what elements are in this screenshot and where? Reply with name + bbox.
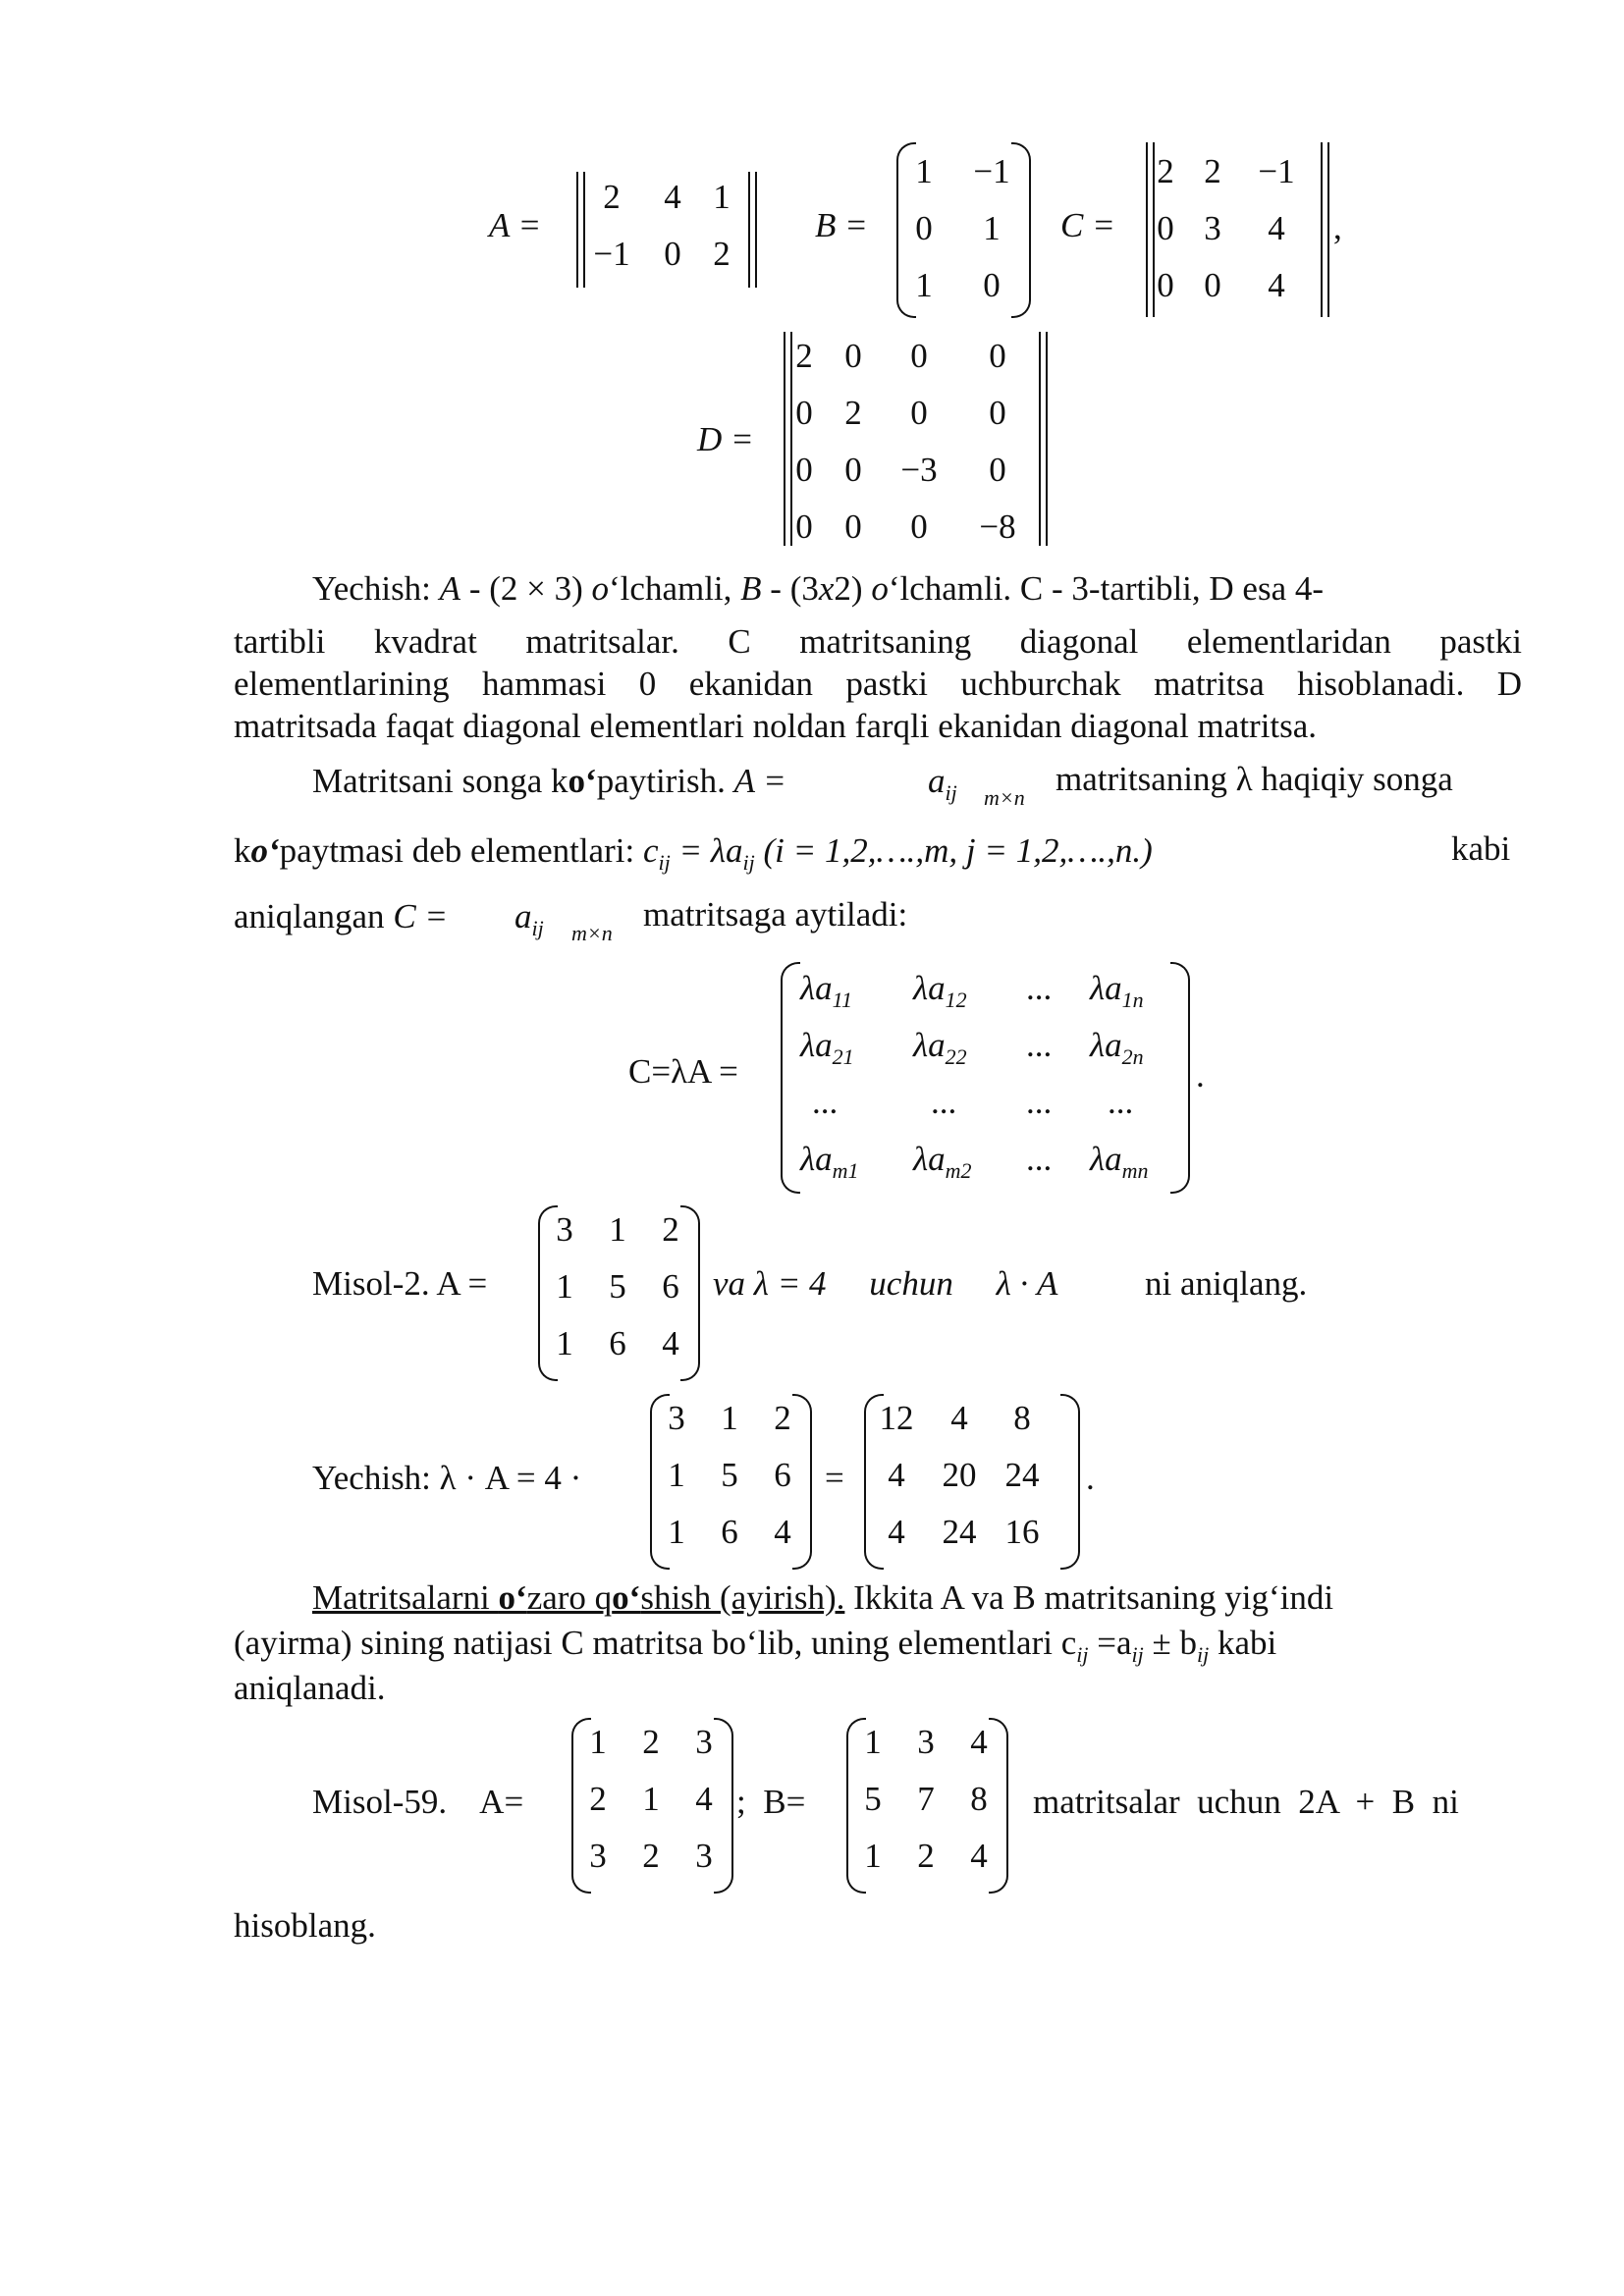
- yechish2-equals: =: [825, 1459, 844, 1497]
- para3-heading: Matritsalarni o‘zaro qo‘shish (ayirish).: [312, 1578, 845, 1617]
- para2-line3-end: matritsaga aytiladi:: [643, 895, 908, 934]
- misol2-matrix: 3 1 2 1 5 6 1 6 4: [556, 1210, 679, 1362]
- matrix-a-bar-left: [576, 172, 578, 288]
- misol59-last-line: hisoblang.: [234, 1906, 376, 1945]
- matrix-d-bar-right: [1039, 332, 1041, 546]
- misol2-label: Misol-2. A =: [312, 1264, 488, 1303]
- para2-line2: ko‘paytmasi deb elementlari: $c_{ij} = \lambda a_{ij}$ (i = 1,2,….,m, j = 1,2,….,n.): [234, 831, 1153, 875]
- yechish2-left-matrix: 3 1 2 1 5 6 1 6 4: [668, 1399, 791, 1551]
- matrix-b: 1 −1 0 1 1 0: [915, 152, 1010, 304]
- matrix-d-label: D =: [697, 420, 754, 458]
- matrix-a-bar-right2: [755, 172, 757, 288]
- matrix-b-label: B =: [815, 206, 868, 244]
- matrix-c-comma: ,: [1333, 208, 1342, 246]
- para2-line1: Matritsani songa ko‘paytirish. A =: [312, 762, 786, 800]
- matrix-a-bar-left2: [583, 172, 585, 288]
- para2-mxn2: m×n: [571, 921, 613, 945]
- misol59-matrix-a: 1 2 3 2 1 4 3 2 3: [589, 1723, 713, 1875]
- matrix-c-bar-right: [1321, 142, 1323, 317]
- para2-kabi: kabi: [1451, 829, 1511, 868]
- misol2-task: ni aniqlang.: [1145, 1264, 1308, 1303]
- matrix-d-bar-left: [784, 332, 785, 546]
- misol2-paren-right: [680, 1205, 700, 1381]
- matrix-c-label: C =: [1060, 206, 1115, 244]
- matrix-c: 2 2 −1 0 3 4 0 0 4: [1157, 152, 1295, 304]
- para3-line2: (ayirma) sining natijasi C matritsa bo‘lib, uning elementlari $c_{ij} =a_{ij} \pm b_{ij}$ kabi: [234, 1624, 1277, 1667]
- yechish2-left-paren-r: [792, 1394, 812, 1570]
- misol59-a-paren-r: [714, 1718, 733, 1894]
- para3-line3: aniqlanadi.: [234, 1669, 386, 1707]
- misol59-separator: ; B=: [736, 1783, 806, 1821]
- para1-line3: elementlarining hammasi 0 ekanidan pastki uchburchak matritsa hisoblanadi. D: [234, 665, 1522, 703]
- misol2-condition: va λ = 4 uchun λ · A: [713, 1264, 1058, 1303]
- matrix-b-paren-right: [1011, 142, 1031, 318]
- matrix-c-bar-left: [1146, 142, 1148, 317]
- yechish2-period: .: [1086, 1459, 1095, 1497]
- matrix-a-bar-right: [748, 172, 750, 288]
- lambda-matrix-period: .: [1196, 1056, 1205, 1095]
- para3-line1: Matritsalarni o‘zaro qo‘shish (ayirish). Ikkita A va B matritsaning yig‘indi: [312, 1578, 1334, 1617]
- misol59-task: matritsalar uchun 2A + B ni: [1033, 1783, 1459, 1821]
- matrix-d: 2 0 0 0 0 2 0 0 0 0 −3 0 0 0 0 −8: [795, 337, 1016, 546]
- para1-line2: tartibli kvadrat matritsalar. C matritsaning diagonal elementlaridan pastki: [234, 622, 1522, 661]
- matrix-d-bar-left2: [790, 332, 792, 546]
- misol59-label: Misol-59. A=: [312, 1783, 524, 1821]
- matrix-a: 2 4 1 −1 0 2: [593, 178, 731, 273]
- para2-line3: aniqlangan C =: [234, 897, 449, 935]
- matrix-c-bar-right2: [1327, 142, 1329, 317]
- para2-mxn: m×n: [984, 785, 1025, 810]
- lambda-matrix-body: $\lambda a_{11}$ $\lambda a_{12}$ ... $\lambda a_{1n}$ $\lambda a_{21}$ $\lambda a_{22}$ ... $\lambda a_{2n}$ ... ... ... ... $\lambda a_{m1}$ $\lambda a_{m2}$ ... $\lambda a_{mn}$: [800, 969, 1149, 1183]
- para1-line4: matritsada faqat diagonal elementlari noldan farqli ekanidan diagonal matritsa.: [234, 707, 1318, 745]
- para2-a2: $a_{ij}$: [514, 897, 544, 940]
- yechish2-right-paren-r: [1060, 1394, 1080, 1570]
- lambda-paren-right: [1170, 962, 1190, 1194]
- para2-line1-end: matritsaning λ haqiqiy songa: [1056, 760, 1453, 798]
- yechish2-label: Yechish: λ · A = 4 ·: [312, 1459, 582, 1497]
- para2-a: $a_{ij}$: [928, 762, 957, 805]
- misol59-b-paren-r: [989, 1718, 1008, 1894]
- lambda-matrix-label: C=λA =: [628, 1052, 738, 1091]
- misol59-matrix-b: 1 3 4 5 7 8 1 2 4: [864, 1723, 988, 1875]
- matrix-d-bar-right2: [1046, 332, 1048, 546]
- matrix-a-label: A =: [489, 206, 542, 244]
- para1-line1: Yechish: A - (2 × 3) o‘lchamli, B - (3x2) o‘lchamli. C - 3-tartibli, D esa 4-: [312, 569, 1325, 608]
- lambda-paren-left: [781, 962, 800, 1194]
- yechish2-right-matrix: 12 4 8 4 20 24 4 24 16: [879, 1399, 1040, 1551]
